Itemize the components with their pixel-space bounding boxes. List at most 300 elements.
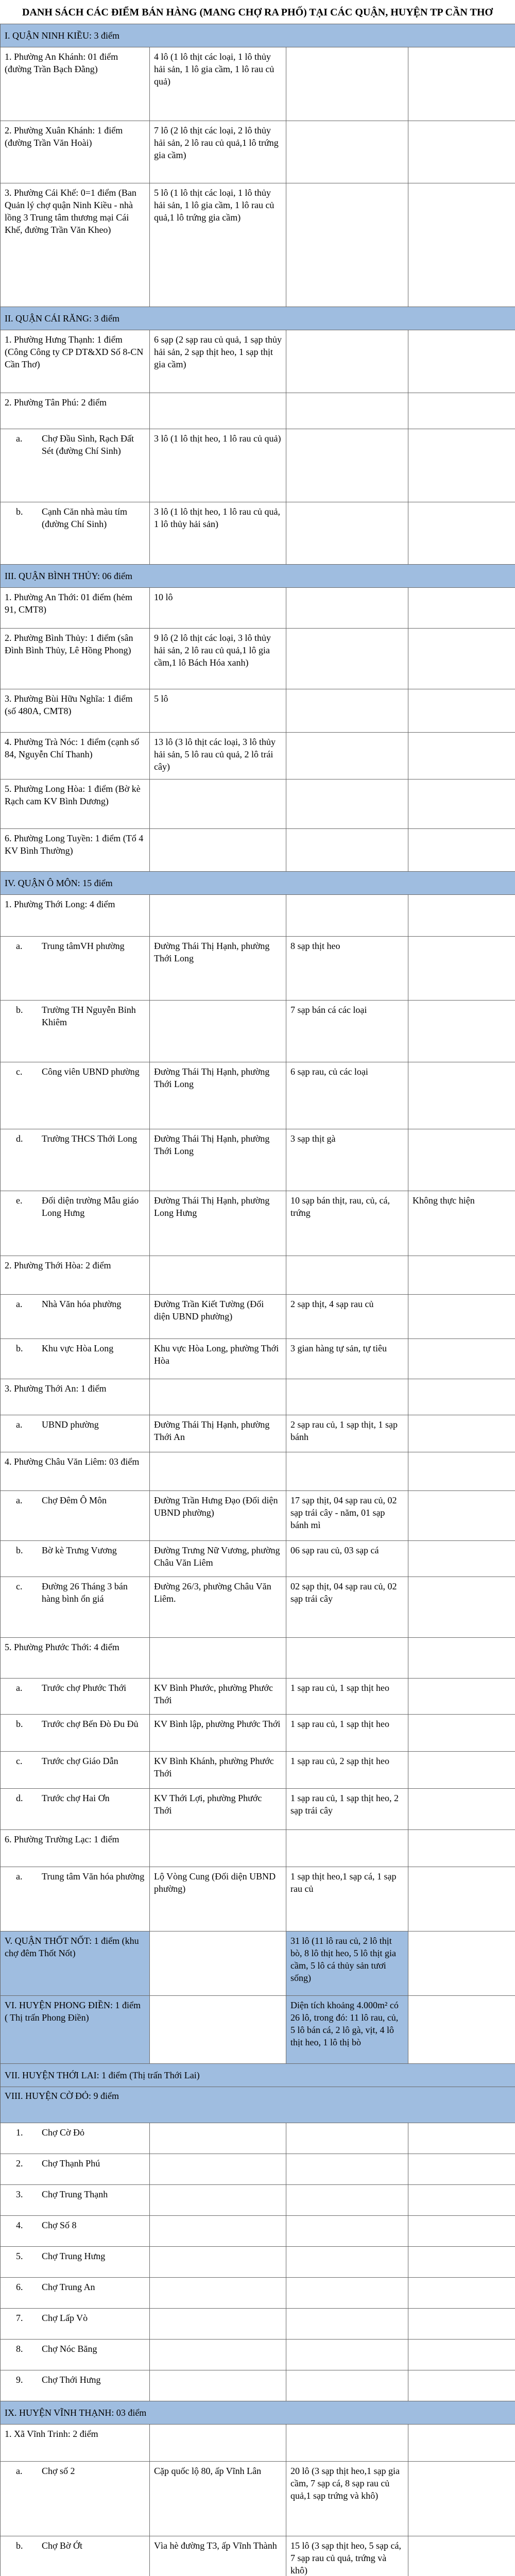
list-marker: 4. <box>16 2220 23 2230</box>
note-cell <box>408 1715 515 1752</box>
market-cell <box>1 2216 150 2247</box>
market-sub-row <box>1 2278 515 2309</box>
list-marker: 8. <box>16 2344 23 2354</box>
stalls-cell <box>286 1256 408 1295</box>
address-cell: KV Bình Phước, phường Phước Thới <box>150 1679 286 1715</box>
stalls-cell: 6 sạp rau, củ các loại <box>286 1062 408 1129</box>
market-name: Chợ Thới Hưng <box>42 2375 101 2385</box>
note-cell: Không thực hiện <box>408 1191 515 1256</box>
stalls-cell <box>286 2278 408 2309</box>
market-name: Chợ Trung An <box>42 2282 95 2292</box>
stalls-cell <box>286 183 408 307</box>
address-cell <box>150 2425 286 2462</box>
list-marker: c. <box>16 1581 23 1591</box>
address-cell <box>150 779 286 829</box>
location-cell: 6. Phường Trường Lạc: 1 điểm <box>1 1830 150 1867</box>
market-cell <box>1 1789 150 1830</box>
location-cell: 6. Phường Long Tuyền: 1 điểm (Tổ 4 KV Bình Thường) <box>1 829 150 872</box>
stalls-cell <box>286 2309 408 2340</box>
market-entry <box>5 2465 145 2477</box>
address-cell: Đường Thái Thị Hạnh, phường Thới An <box>150 1415 286 1452</box>
market-entry <box>5 2374 145 2386</box>
stalls-cell <box>286 2216 408 2247</box>
market-name: Chợ Đêm Ô Môn <box>42 1495 107 1505</box>
market-cell <box>1 2278 150 2309</box>
table-row <box>1 895 515 937</box>
section-header-row <box>1 2087 515 2123</box>
market-name: Khu vực Hòa Long <box>42 1343 114 1353</box>
address-cell: KV Bình lập, phường Phước Thới <box>150 1715 286 1752</box>
market-cell <box>1 1679 150 1715</box>
market-entry <box>5 1682 145 1694</box>
market-cell <box>1 502 150 565</box>
stalls-cell: 31 lô (11 lô rau củ, 2 lô thịt bò, 8 lô thịt heo, 5 lô thịt gia cầm, 5 lô cá thủy sản tươi sống) <box>286 1931 408 1996</box>
address-cell <box>150 1256 286 1295</box>
market-sub-row <box>1 1491 515 1541</box>
market-sub-row <box>1 1541 515 1577</box>
address-cell <box>150 2340 286 2370</box>
market-entry <box>5 505 145 530</box>
section-heading: IX. HUYỆN VĨNH THẠNH: 03 điểm <box>1 2401 515 2425</box>
stalls-cell: 2 sạp thịt, 4 sạp rau củ <box>286 1295 408 1339</box>
market-entry <box>5 2157 145 2170</box>
list-marker: a. <box>16 433 23 444</box>
table-row <box>1 1379 515 1415</box>
address-cell <box>150 1638 286 1679</box>
market-name: Đường 26 Tháng 3 bán hàng bình ổn giá <box>42 1581 128 1604</box>
market-sub-row <box>1 502 515 565</box>
note-cell <box>408 2370 515 2401</box>
location-cell: VI. HUYỆN PHONG ĐIỀN: 1 điểm ( Thị trấn Phong Điền) <box>1 1996 150 2064</box>
market-entry <box>5 2219 145 2231</box>
section-heading: I. QUẬN NINH KIỀU: 3 điểm <box>1 24 515 47</box>
note-cell <box>408 895 515 937</box>
market-sub-row <box>1 1295 515 1339</box>
address-cell <box>150 895 286 937</box>
table-row <box>1 393 515 429</box>
stalls-cell: 17 sạp thịt, 04 sạp rau củ, 02 sạp trái cây - năm, 01 sạp bánh mì <box>286 1491 408 1541</box>
location-cell: 1. Phường An Thới: 01 điểm (hẻm 91, CMT8) <box>1 588 150 629</box>
note-cell <box>408 1830 515 1867</box>
note-cell <box>408 2462 515 2536</box>
stalls-cell <box>286 689 408 733</box>
stalls-cell <box>286 2185 408 2216</box>
market-entry <box>5 1580 145 1605</box>
stalls-cell <box>286 2340 408 2370</box>
list-marker: 2. <box>16 2158 23 2168</box>
table-row <box>1 1256 515 1295</box>
address-cell <box>150 829 286 872</box>
section-header-row <box>1 307 515 330</box>
list-marker: b. <box>16 506 23 517</box>
location-cell: 3. Phường Cái Khế: 0=1 điểm (Ban Quản lý chợ quận Ninh Kiều - nhà lồng 3 Trung tâm thương mại Cái Khế, đường Trần Văn Kheo) <box>1 183 150 307</box>
note-cell <box>408 1452 515 1491</box>
market-entry <box>5 1065 145 1078</box>
list-marker: a. <box>16 1419 23 1430</box>
market-name: Trước chợ Giáo Dẫn <box>42 1756 118 1766</box>
market-name: Trung tâm Văn hóa phường <box>42 1871 145 1882</box>
note-cell <box>408 393 515 429</box>
stalls-cell <box>286 2247 408 2278</box>
list-marker: 7. <box>16 2313 23 2323</box>
market-sub-row <box>1 1191 515 1256</box>
market-cell <box>1 1062 150 1129</box>
market-sub-row <box>1 2123 515 2154</box>
note-cell <box>408 1638 515 1679</box>
stalls-cell <box>286 829 408 872</box>
table-row <box>1 121 515 183</box>
market-name: Nhà Văn hóa phường <box>42 1299 122 1309</box>
stalls-cell <box>286 429 408 502</box>
list-marker: b. <box>16 1343 23 1353</box>
address-cell: 6 sạp (2 sạp rau củ quả, 1 sạp thủy hải sản, 2 sạp thịt heo, 1 sạp thịt gia cầm) <box>150 330 286 393</box>
address-cell: Đường 26/3, phường Châu Văn Liêm. <box>150 1577 286 1638</box>
address-cell: 3 lô (1 lô thịt heo, 1 lô rau củ quả) <box>150 429 286 502</box>
market-entry <box>5 1718 145 1730</box>
market-sub-row <box>1 937 515 1001</box>
address-cell <box>150 2154 286 2185</box>
list-marker: b. <box>16 1545 23 1555</box>
address-cell <box>150 1830 286 1867</box>
market-entry <box>5 1870 145 1883</box>
market-name: UBND phường <box>42 1419 99 1430</box>
stalls-cell <box>286 733 408 779</box>
address-cell: Đường Trưng Nữ Vương, phường Châu Văn Liêm <box>150 1541 286 1577</box>
market-cell <box>1 1752 150 1789</box>
note-cell <box>408 2278 515 2309</box>
table-body <box>1 24 515 2576</box>
address-cell <box>150 1379 286 1415</box>
market-name: Trường THCS Thới Long <box>42 1133 138 1144</box>
location-cell: 5. Phường Long Hòa: 1 điểm (Bờ kè Rạch cam KV Bình Dương) <box>1 779 150 829</box>
address-cell: 10 lô <box>150 588 286 629</box>
list-marker: d. <box>16 1133 23 1144</box>
note-cell <box>408 1867 515 1931</box>
market-cell <box>1 2309 150 2340</box>
market-entry <box>5 2343 145 2355</box>
address-cell: Cặp quốc lộ 80, ấp Vĩnh Lân <box>150 2462 286 2536</box>
stalls-cell: 1 sạp thịt heo,1 sạp cá, 1 sạp rau củ <box>286 1867 408 1931</box>
market-cell <box>1 1491 150 1541</box>
stalls-cell <box>286 1638 408 1679</box>
market-entry <box>5 2312 145 2324</box>
market-entry <box>5 1792 145 1804</box>
list-marker: 3. <box>16 2189 23 2199</box>
note-cell <box>408 829 515 872</box>
market-cell <box>1 1191 150 1256</box>
market-sub-row <box>1 1577 515 1638</box>
list-marker: d. <box>16 1793 23 1803</box>
table-row <box>1 1452 515 1491</box>
address-cell: Đường Thái Thị Hạnh, phường Thới Long <box>150 937 286 1001</box>
note-cell <box>408 1256 515 1295</box>
location-cell: 4. Phường Trà Nóc: 1 điểm (cạnh số 84, Nguyễn Chí Thanh) <box>1 733 150 779</box>
market-cell <box>1 1001 150 1062</box>
market-sub-row <box>1 1715 515 1752</box>
market-sub-row <box>1 2216 515 2247</box>
list-marker: a. <box>16 1871 23 1882</box>
table-row <box>1 1830 515 1867</box>
note-cell <box>408 1379 515 1415</box>
address-cell: 7 lô (2 lô thịt các loại, 2 lô thủy hải sản, 2 lô rau củ quả,1 lô trứng gia cầm) <box>150 121 286 183</box>
location-cell: V. QUẬN THỐT NỐT: 1 điểm (khu chợ đêm Thốt Nốt) <box>1 1931 150 1996</box>
stalls-cell: 1 sạp rau củ, 2 sạp thịt heo <box>286 1752 408 1789</box>
market-name: Trước chợ Bến Đò Đu Đủ <box>42 1719 139 1729</box>
address-cell <box>150 2247 286 2278</box>
market-entry <box>5 940 145 952</box>
market-name: Công viên UBND phường <box>42 1066 140 1077</box>
market-cell <box>1 1415 150 1452</box>
address-cell: 5 lô (1 lô thịt các loại, 1 lô thủy hải sản, 1 lô gia cầm, 1 lô rau củ quả,1 lô trứng gia cầm) <box>150 183 286 307</box>
note-cell <box>408 121 515 183</box>
note-cell <box>408 2536 515 2576</box>
note-cell <box>408 689 515 733</box>
market-name: Chợ Bờ Ớt <box>42 2540 83 2551</box>
address-cell: Vìa hè đường T3, ấp Vĩnh Thành <box>150 2536 286 2576</box>
address-cell: Đường Thái Thị Hạnh, phường Thới Long <box>150 1129 286 1191</box>
list-marker: c. <box>16 1756 23 1766</box>
market-entry <box>5 1132 145 1145</box>
location-cell: 3. Phường Bùi Hữu Nghĩa: 1 điểm (số 480A, CMT8) <box>1 689 150 733</box>
note-cell <box>408 183 515 307</box>
market-cell <box>1 1541 150 1577</box>
stalls-cell <box>286 2370 408 2401</box>
market-entry <box>5 2281 145 2293</box>
section-header-row <box>1 2401 515 2425</box>
note-cell <box>408 1789 515 1830</box>
list-marker: e. <box>16 1195 23 1206</box>
address-cell <box>150 1931 286 1996</box>
address-cell <box>150 2370 286 2401</box>
note-cell <box>408 1129 515 1191</box>
list-marker: a. <box>16 1495 23 1505</box>
stalls-cell <box>286 779 408 829</box>
market-name: Trước chợ Hai Ơn <box>42 1793 110 1803</box>
location-cell: 1. Phường An Khánh: 01 điểm (đường Trần Bạch Đằng) <box>1 47 150 121</box>
market-sub-row <box>1 1789 515 1830</box>
stalls-cell: 1 sạp rau củ, 1 sạp thịt heo, 2 sạp trái cây <box>286 1789 408 1830</box>
market-name: Chợ Đầu Sình, Rạch Đất Sét (đường Chí Sinh) <box>42 433 134 456</box>
address-cell: KV Thới Lợi, phường Phước Thới <box>150 1789 286 1830</box>
market-sub-row <box>1 1339 515 1379</box>
address-cell: Đường Thái Thị Hạnh, phường Thới Long <box>150 1062 286 1129</box>
market-cell <box>1 2536 150 2576</box>
market-entry <box>5 1342 145 1354</box>
address-cell <box>150 1996 286 2064</box>
address-cell <box>150 1001 286 1062</box>
note-cell <box>408 1752 515 1789</box>
stalls-cell <box>286 330 408 393</box>
market-sub-row <box>1 2462 515 2536</box>
list-marker: 9. <box>16 2375 23 2385</box>
market-sub-row <box>1 1062 515 1129</box>
stalls-cell <box>286 588 408 629</box>
address-cell: Đường Trần Kiết Tường (Đối diện UBND phường) <box>150 1295 286 1339</box>
market-sub-row <box>1 1867 515 1931</box>
address-cell: 9 lô (2 lô thịt các loại, 3 lô thủy hải sản, 2 lô rau củ quả,1 lô gia cầm,1 lô Bách Hóa xanh) <box>150 629 286 689</box>
stalls-cell <box>286 1452 408 1491</box>
market-name: Chợ Thạnh Phú <box>42 2158 100 2168</box>
market-entry <box>5 1298 145 1310</box>
location-cell: 2. Phường Xuân Khánh: 1 điểm (đường Trần Văn Hoài) <box>1 121 150 183</box>
market-cell <box>1 1715 150 1752</box>
document-title: DANH SÁCH CÁC ĐIỂM BÁN HÀNG (MANG CHỢ RA PHỐ) TẠI CÁC QUẬN, HUYỆN TP CẦN THƠ <box>22 7 493 18</box>
market-cell <box>1 2247 150 2278</box>
stalls-cell: 1 sạp rau củ, 1 sạp thịt heo <box>286 1715 408 1752</box>
list-marker: a. <box>16 1299 23 1309</box>
address-cell: KV Bình Khánh, phường Phước Thới <box>150 1752 286 1789</box>
table-row <box>1 1931 515 1996</box>
section-header-row <box>1 2064 515 2087</box>
note-cell <box>408 779 515 829</box>
market-sub-row <box>1 2370 515 2401</box>
market-cell <box>1 1129 150 1191</box>
note-cell <box>408 937 515 1001</box>
market-name: Chợ Lấp Vò <box>42 2313 88 2323</box>
market-sub-row <box>1 1129 515 1191</box>
market-entry <box>5 2126 145 2139</box>
market-sub-row <box>1 2340 515 2370</box>
table-row <box>1 47 515 121</box>
address-cell: 5 lô <box>150 689 286 733</box>
section-header-row <box>1 565 515 588</box>
section-header-row <box>1 24 515 47</box>
note-cell <box>408 588 515 629</box>
note-cell <box>408 1062 515 1129</box>
market-cell <box>1 1867 150 1931</box>
market-sub-row <box>1 1415 515 1452</box>
location-cell: 3. Phường Thới An: 1 điểm <box>1 1379 150 1415</box>
stalls-cell: 2 sạp rau củ, 1 sạp thịt, 1 sạp bánh <box>286 1415 408 1452</box>
market-entry <box>5 2250 145 2262</box>
note-cell <box>408 2309 515 2340</box>
section-heading: VII. HUYỆN THỚI LAI: 1 điểm (Thị trấn Thới Lai) <box>1 2064 515 2087</box>
market-cell <box>1 2340 150 2370</box>
section-heading: VIII. HUYỆN CỜ ĐỎ: 9 điểm <box>1 2087 515 2123</box>
table-row <box>1 733 515 779</box>
market-entry <box>5 1494 145 1506</box>
market-name: Chợ Số 8 <box>42 2220 77 2230</box>
note-cell <box>408 1295 515 1339</box>
market-entry <box>5 1418 145 1431</box>
note-cell <box>408 2247 515 2278</box>
note-cell <box>408 1415 515 1452</box>
market-sub-row <box>1 2536 515 2576</box>
address-cell: 13 lô (3 lô thịt các loại, 3 lô thủy hải sản, 5 lô rau củ quả, 2 lô trái cây) <box>150 733 286 779</box>
note-cell <box>408 429 515 502</box>
stalls-cell <box>286 2425 408 2462</box>
market-entry <box>5 2539 145 2552</box>
note-cell <box>408 1339 515 1379</box>
section-heading: IV. QUẬN Ô MÔN: 15 điểm <box>1 872 515 895</box>
market-sub-row <box>1 1752 515 1789</box>
address-cell <box>150 2123 286 2154</box>
stalls-cell: 20 lô (3 sạp thịt heo,1 sạp gia cầm, 7 sạp cá, 8 sạp rau củ quả,1 sạp trứng và khô) <box>286 2462 408 2536</box>
note-cell <box>408 2123 515 2154</box>
market-cell <box>1 1577 150 1638</box>
market-sub-row <box>1 1001 515 1062</box>
note-cell <box>408 2185 515 2216</box>
note-cell <box>408 1001 515 1062</box>
note-cell <box>408 330 515 393</box>
market-cell <box>1 2154 150 2185</box>
market-sub-row <box>1 2154 515 2185</box>
market-name: Trường TH Nguyễn Bỉnh Khiêm <box>42 1005 136 1027</box>
market-name: Trung tâmVH phường <box>42 941 125 951</box>
table-row <box>1 689 515 733</box>
stalls-cell: 02 sạp thịt, 04 sạp rau củ, 02 sạp trái cây <box>286 1577 408 1638</box>
note-cell <box>408 1577 515 1638</box>
stalls-cell <box>286 2154 408 2185</box>
address-cell: 3 lô (1 lô thịt heo, 1 lô rau củ quả, 1 lô thủy hải sản) <box>150 502 286 565</box>
market-cell <box>1 937 150 1001</box>
market-name: Chợ số 2 <box>42 2466 75 2476</box>
location-cell: 2. Phường Tân Phú: 2 điểm <box>1 393 150 429</box>
market-listing-table <box>0 24 515 2576</box>
stalls-cell: 3 sạp thịt gà <box>286 1129 408 1191</box>
note-cell <box>408 1996 515 2064</box>
address-cell <box>150 1452 286 1491</box>
market-name: Chợ Trung Thạnh <box>42 2189 108 2199</box>
market-sub-row <box>1 2309 515 2340</box>
address-cell: 4 lô (1 lô thịt các loại, 1 lô thủy hải sản, 1 lô gia cầm, 1 lô rau củ quả) <box>150 47 286 121</box>
address-cell <box>150 393 286 429</box>
address-cell <box>150 2309 286 2340</box>
table-row <box>1 588 515 629</box>
list-marker: b. <box>16 1719 23 1729</box>
address-cell <box>150 2185 286 2216</box>
market-name: Bờ kè Trưng Vương <box>42 1545 117 1555</box>
stalls-cell <box>286 502 408 565</box>
section-header-row <box>1 872 515 895</box>
stalls-cell <box>286 1830 408 1867</box>
stalls-cell: 3 gian hàng tự sản, tự tiêu <box>286 1339 408 1379</box>
stalls-cell <box>286 47 408 121</box>
stalls-cell <box>286 393 408 429</box>
stalls-cell: 10 sạp bán thịt, rau, củ, cá, trứng <box>286 1191 408 1256</box>
stalls-cell: Diện tích khoảng 4.000m² có 26 lô, trong đó: 11 lô rau, củ, 5 lô bán cá, 2 lô gà, vịt, 4 lô thịt heo, 1 lô thị bò <box>286 1996 408 2064</box>
list-marker: c. <box>16 1066 23 1077</box>
market-name: Đối diện trường Mẫu giáo Long Hưng <box>42 1195 139 1218</box>
address-cell: Đường Thái Thị Hạnh, phường Long Hưng <box>150 1191 286 1256</box>
stalls-cell <box>286 629 408 689</box>
location-cell: 1. Xã Vĩnh Trinh: 2 điểm <box>1 2425 150 2462</box>
market-entry <box>5 432 145 457</box>
stalls-cell <box>286 2123 408 2154</box>
location-cell: 1. Phường Thới Long: 4 điểm <box>1 895 150 937</box>
address-cell <box>150 2278 286 2309</box>
market-name: Chợ Trung Hưng <box>42 2251 106 2261</box>
stalls-cell <box>286 121 408 183</box>
address-cell <box>150 2216 286 2247</box>
list-marker: a. <box>16 1683 23 1693</box>
market-cell <box>1 2185 150 2216</box>
table-row <box>1 1996 515 2064</box>
note-cell <box>408 629 515 689</box>
table-row <box>1 2425 515 2462</box>
market-cell <box>1 1295 150 1339</box>
market-entry <box>5 1544 145 1556</box>
market-name: Chợ Cờ Đỏ <box>42 2127 85 2138</box>
market-cell <box>1 2370 150 2401</box>
market-sub-row <box>1 1679 515 1715</box>
stalls-cell: 8 sạp thịt heo <box>286 937 408 1001</box>
stalls-cell: 7 sạp bán cá các loại <box>286 1001 408 1062</box>
section-heading: II. QUẬN CÁI RĂNG: 3 điểm <box>1 307 515 330</box>
note-cell <box>408 733 515 779</box>
location-cell: 1. Phường Hưng Thạnh: 1 điểm (Công Công ty CP DT&XD Số 8-CN Cần Thơ) <box>1 330 150 393</box>
address-cell: Đường Trần Hưng Đạo (Đối diện UBND phường) <box>150 1491 286 1541</box>
